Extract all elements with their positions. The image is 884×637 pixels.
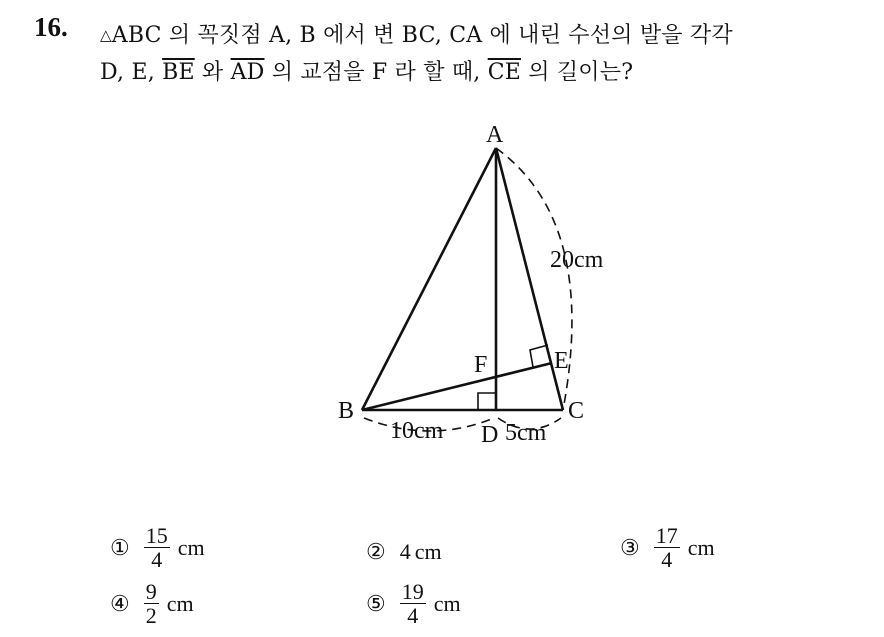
question-text-line-1 (100, 18, 733, 49)
choice-5-fraction (400, 580, 426, 627)
question-number: 16. (34, 12, 68, 42)
q2-part-c: 의 교점을 F 라 할 때, (264, 60, 488, 85)
label-e: E (554, 348, 569, 374)
measure-dc: 5cm (505, 420, 547, 446)
choice-4-marker: ④ (110, 590, 130, 616)
choice-1-unit: cm (177, 534, 205, 560)
choice-2-marker: ② (366, 539, 386, 564)
measure-ac: 20cm (550, 247, 604, 273)
choice-3-fraction (654, 524, 680, 571)
question-text-line-2 (100, 55, 633, 86)
choice-1-fraction (144, 524, 170, 571)
q2-part-a: D, E, (100, 60, 163, 85)
label-d: D (481, 422, 499, 448)
choice-1-numerator: 15 (145, 523, 168, 548)
right-angle-d (478, 393, 496, 410)
measure-bd: 10cm (390, 418, 444, 444)
choice-3-unit: cm (687, 534, 715, 560)
choice-4-numerator: 9 (145, 579, 157, 604)
choice-2-value: 4 (399, 539, 411, 564)
choice-4-denominator: 2 (145, 603, 157, 629)
q2-part-b: 와 (194, 60, 231, 85)
question-text-line-1-body: ABC 의 꼭짓점 A, B 에서 변 BC, CA 에 내린 수선의 발을 각각 (111, 23, 733, 48)
triangle-figure (320, 112, 620, 452)
choice-1[interactable] (110, 524, 205, 571)
label-a: A (486, 122, 504, 148)
choice-3[interactable] (620, 524, 715, 571)
segment-be-line (362, 363, 552, 410)
choice-5-numerator: 19 (401, 579, 424, 604)
label-c: C (568, 398, 585, 424)
q2-part-d: 의 길이는? (521, 60, 634, 85)
segment-be: $\overline{BE}$ (162, 60, 195, 85)
choice-4-fraction (144, 580, 159, 627)
choice-4[interactable] (110, 580, 194, 627)
choice-3-numerator: 17 (655, 523, 678, 548)
choice-1-denominator: 4 (151, 547, 163, 573)
choice-2[interactable] (366, 539, 442, 565)
segment-ad: $\overline{AD}$ (230, 60, 265, 85)
segment-ce: $\overline{CE}$ (487, 60, 521, 85)
choice-4-unit: cm (166, 590, 194, 616)
side-ac (496, 148, 563, 410)
choice-5-denominator: 4 (407, 603, 419, 629)
triangle-symbol: △ (100, 26, 112, 44)
choice-3-denominator: 4 (661, 547, 673, 573)
choice-5-marker: ⑤ (366, 590, 386, 616)
label-f: F (474, 352, 488, 378)
choice-2-unit: cm (414, 539, 442, 564)
choice-1-marker: ① (110, 534, 130, 560)
label-b: B (338, 398, 355, 424)
choice-5-unit: cm (433, 590, 461, 616)
choice-5[interactable] (366, 580, 461, 627)
choice-3-marker: ③ (620, 534, 640, 560)
